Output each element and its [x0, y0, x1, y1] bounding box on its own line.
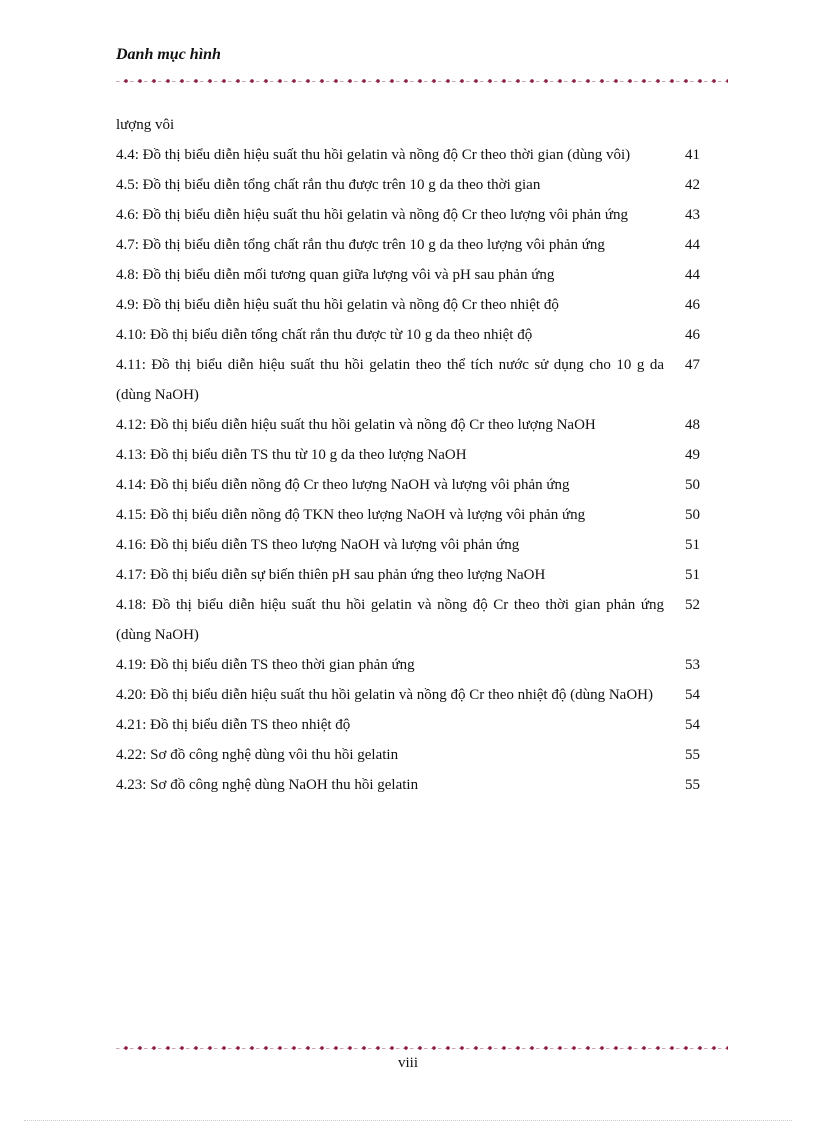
entry-text: 4.16: Đồ thị biểu diễn TS theo lượng NaOH và lượng vôi phản ứng: [116, 537, 520, 553]
figure-entry: [116, 500, 700, 530]
entry-text: 4.13: Đồ thị biểu diễn TS thu từ 10 g da theo lượng NaOH: [116, 447, 467, 463]
figure-entry: [116, 770, 700, 800]
entry-page: 55: [685, 747, 700, 763]
entry-text: 4.6: Đồ thị biểu diễn hiệu suất thu hồi gelatin và nồng độ Cr theo lượng vôi phản ứng: [116, 207, 629, 223]
figure-entry: [116, 350, 700, 410]
entry-text: 4.17: Đồ thị biểu diễn sự biến thiên pH sau phản ứng theo lượng NaOH: [116, 567, 546, 583]
entry-text: 4.15: Đồ thị biểu diễn nồng độ TKN theo lượng NaOH và lượng vôi phản ứng: [116, 507, 586, 523]
header-divider: [116, 78, 728, 84]
entry-text: 4.11: Đồ thị biểu diễn hiệu suất thu hồi gelatin theo thể tích nước sử dụng cho 10 g da (dùng NaOH): [116, 357, 664, 403]
entry-text: 4.7: Đồ thị biểu diễn tổng chất rắn thu được trên 10 g da theo lượng vôi phản ứng: [116, 237, 605, 253]
entry-page: 41: [685, 147, 700, 163]
entry-text: 4.23: Sơ đồ công nghệ dùng NaOH thu hồi gelatin: [116, 777, 419, 793]
figure-entry: [116, 680, 700, 710]
figure-entry: [116, 590, 700, 650]
entry-page: 48: [685, 417, 700, 433]
entry-page: 50: [685, 477, 700, 493]
entry-page: 43: [685, 207, 700, 223]
figure-entry: [116, 560, 700, 590]
entry-text: 4.8: Đồ thị biểu diễn mối tương quan giữa lượng vôi và pH sau phản ứng: [116, 267, 555, 283]
figure-entry: [116, 710, 700, 740]
figure-entry: [116, 440, 700, 470]
entry-page: 51: [685, 537, 700, 553]
figure-list: [116, 110, 700, 800]
figure-entry: [116, 740, 700, 770]
entry-text: 4.4: Đồ thị biểu diễn hiệu suất thu hồi gelatin và nồng độ Cr theo thời gian (dùng vôi): [116, 147, 631, 163]
page-bottom-rule: [24, 1120, 792, 1121]
entry-text: 4.20: Đồ thị biểu diễn hiệu suất thu hồi gelatin và nồng độ Cr theo nhiệt độ (dùng NaOH): [116, 687, 653, 703]
entry-text: 4.14: Đồ thị biểu diễn nồng độ Cr theo lượng NaOH và lượng vôi phản ứng: [116, 477, 570, 493]
figure-entry: [116, 410, 700, 440]
entry-page: 49: [685, 447, 700, 463]
entry-page: 52: [685, 597, 700, 613]
entry-text: 4.9: Đồ thị biểu diễn hiệu suất thu hồi gelatin và nồng độ Cr theo nhiệt độ: [116, 297, 559, 313]
figure-entry: [116, 290, 700, 320]
page-number: viii: [397, 1055, 418, 1071]
entry-text: 4.22: Sơ đồ công nghệ dùng vôi thu hồi gelatin: [116, 747, 399, 763]
figure-entry: [116, 530, 700, 560]
entry-page: 55: [685, 777, 700, 793]
entry-page: 47: [685, 357, 700, 373]
entry-page: 44: [685, 237, 700, 253]
figure-entry: [116, 320, 700, 350]
footer-divider: [116, 1045, 728, 1051]
entry-page: 51: [685, 567, 700, 583]
figure-entry: [116, 140, 700, 170]
figure-entry: [116, 650, 700, 680]
figure-entry: [116, 230, 700, 260]
entry-text: 4.21: Đồ thị biểu diễn TS theo nhiệt độ: [116, 717, 351, 733]
entry-text: 4.19: Đồ thị biểu diễn TS theo thời gian phản ứng: [116, 657, 415, 673]
entry-text: 4.10: Đồ thị biểu diễn tổng chất rắn thu được từ 10 g da theo nhiệt độ: [116, 327, 533, 343]
entry-text: 4.18: Đồ thị biểu diễn hiệu suất thu hồi gelatin và nồng độ Cr theo thời gian phản ứng (dùng NaOH): [116, 597, 664, 643]
entry-page: 54: [685, 687, 700, 703]
entry-page: 46: [685, 297, 700, 313]
entry-page: 53: [685, 657, 700, 673]
figure-entry: [116, 200, 700, 230]
entry-text: 4.12: Đồ thị biểu diễn hiệu suất thu hồi gelatin và nồng độ Cr theo lượng NaOH: [116, 417, 596, 433]
entry-page: 50: [685, 507, 700, 523]
entry-text: 4.5: Đồ thị biểu diễn tổng chất rắn thu được trên 10 g da theo thời gian: [116, 177, 541, 193]
figure-entry: [116, 260, 700, 290]
entry-text: lượng vôi: [116, 117, 175, 133]
entry-page: 44: [685, 267, 700, 283]
page-header-title: Danh mục hình: [116, 46, 221, 63]
figure-entry: [116, 170, 700, 200]
entry-page: 42: [685, 177, 700, 193]
entry-page: 46: [685, 327, 700, 343]
entry-page: 54: [685, 717, 700, 733]
figure-entry: [116, 470, 700, 500]
figure-entry: [116, 110, 700, 140]
